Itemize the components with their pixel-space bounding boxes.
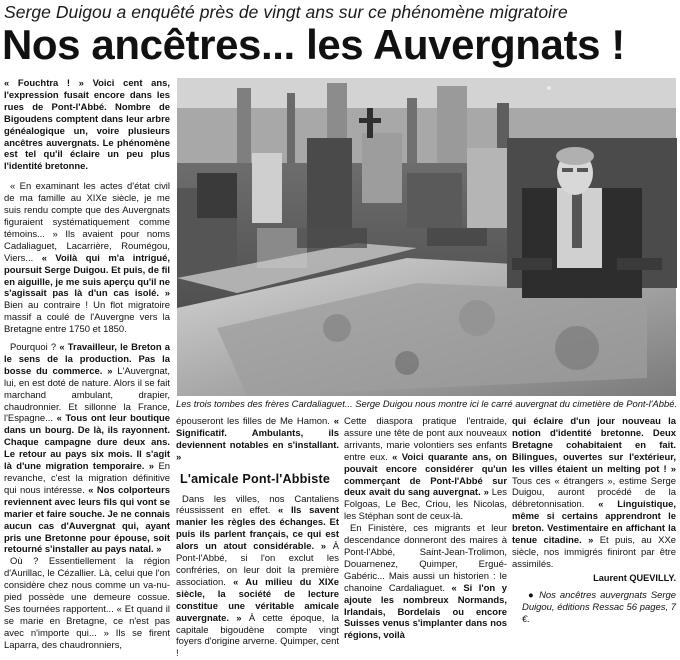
subheading: L'amicale Pont-l'Abbiste — [180, 471, 331, 486]
paragraph: « En examinant les actes d'état civil de ma famille au XIXe siècle, je me suis rendu compte que des Auvergnats figuraient systématiquement comme témoins... » Ils avaient pour noms Cadaliaguet, Lacarrière, Roumégou, Viers... « Voilà qui m'a intrigué, poursuit Serge Duigou. Et puis, de fil en aiguille, je me suis aperçu qu'il ne s'agissait pas là d'un cas isolé. » Bien au contraire ! Un flot migratoire massif a coulé de l'Auvergne vers la Bretagne entre 1750 et 1850. — [4, 181, 170, 336]
article-column-1 — [4, 78, 170, 651]
article-column-3 — [344, 416, 507, 642]
paragraph: En Finistère, ces migrants et leur descendance donneront des maires à Pont-l'Abbé, Saint-Jean-Trolimon, Douarnenez, Quimper, Ergué-Gabéric... Mais aussi un historien : le chanoine Cardaliaguet. « Si l'on y ajoute les nombreux Normands, Irlandais, Bordelais ou encore Suisses venus s'implanter dans nos régions, voilà — [344, 523, 507, 642]
paragraph: épouseront les filles de Me Hamon. « Significatif. Ambulants, ils deviennent notables en s'installant. » — [176, 416, 339, 463]
author-signature: Laurent QUEVILLY. — [593, 572, 676, 583]
photo-caption: Les trois tombes des frères Cardaliaguet... Serge Duigou nous montre ici le carré auvergnat du cimetière de Pont-l'Abbé. — [176, 398, 678, 409]
article-column-4 — [512, 416, 676, 625]
book-reference: ● Nos ancêtres auvergnats Serge Duigou, éditions Ressac 56 pages, 7 €. — [522, 589, 676, 625]
paragraph: qui éclaire d'un jour nouveau la notion d'identité bretonne. Deux Bretagne cohabitaient en fait. Bilingues, ouvertes sur l'extérieur, les villes étaient un melting pot ! » Tous ces « étrangers », estime Serge Duigou, auront procédé de la débretonnisation. « Linguistique, même si certains apprendront le breton. Vestimentaire en affichant la tenue citadine. » Et puis, au XXe siècle, nos immigrés finiront par être assimilés. — [512, 416, 676, 570]
paragraph: Où ? Essentiellement la région d'Aurillac, le Cézallier. Là, celui que l'on considère chez nous comme un va-nu-pied possède une demeure cossue. Ses tournées rapportent... « Et quand il se marie en Bretagne, ce n'est pas avec n'importe qui... » Ils se firent Laparra, des chaudronniers, — [4, 556, 170, 651]
paragraph: Cette diaspora pratique l'entraide, assure une tête de pont aux nouveaux arrivants, marie volontiers ses enfants entre eux. « Voici quarante ans, on pouvait encore considérer qu'un commerçant de Pont-l'Abbé sur deux avait du sang auvergnat. » Les Folgoas, Le Bec, Criou, les Nicolas, les Stéphan sont de ceux-là. — [344, 416, 507, 523]
cemetery-photo — [177, 78, 676, 396]
headline: Nos ancêtres... les Auvergnats ! — [2, 21, 625, 68]
kicker: Serge Duigou a enquêté près de vingt ans sur ce phénomène migratoire — [4, 2, 568, 22]
paragraph: Pourquoi ? « Travailleur, le Breton a le sens de la production. Pas la bosse du commerce. » L'Auvergnat, lui, en est doté de nature. Alors il se fait marchand ambulant, drapier, chaudronnier. Et sillonne la France, l'Espagne... « Tous ont leur boutique dans un bourg. De là, ils rayonnent. Chaque campagne dure deux ans. Le retour au pays six mois. Il s'agit là d'une migration temporaire. » En revanche, c'est la migration définitive qui nous intéresse. « Nos colporteurs reviennent avec leurs fils qui vont se marier et faire souche. Je ne connais aucun cas d'Auvergnat qui, ayant pris une Bretonne pour épouse, soit retourné s'installer au pays natal. » — [4, 342, 170, 556]
article-column-2 — [176, 416, 340, 660]
lead-paragraph: « Fouchtra ! » Voici cent ans, l'expression fusait encore dans les rues de Pont-l'Abbé. Nombre de Bigoudens comptent dans leur arbre généalogique un, voire plusieurs ancêtres auvergnats. Le phénomène est tel qu'il éclaire un peu plus l'identité bretonne. — [4, 78, 170, 173]
paragraph: Dans les villes, nos Cantaliens réussissent en effet. « Ils savent manier les règles des échanges. Et puis ils parlent français, ce qui est alors un atout considérable. » À Pont-l'Abbé, si l'on exclut les confréries, on leur doit la première association. « Au milieu du XIXe siècle, la société de lecture constitue une véritable amicale auvergnate. » À cette époque, la capitale bigoudène compte vingt foyers d'origine arverne. Quimper, cent ! — [176, 493, 340, 660]
